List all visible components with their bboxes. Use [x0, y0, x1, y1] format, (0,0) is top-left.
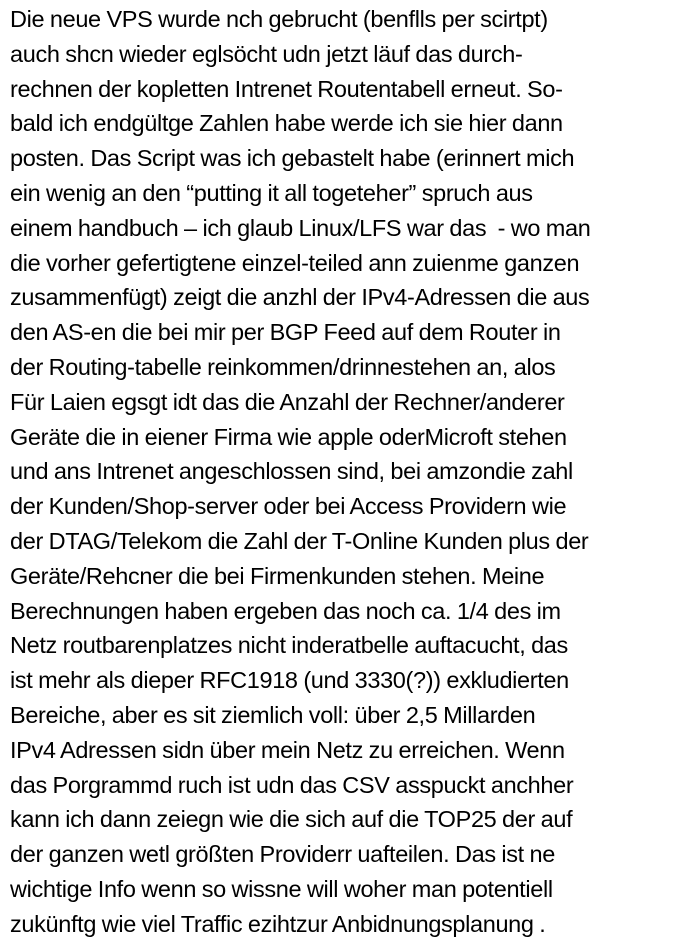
text-line: auch shcn wieder eglsöcht udn jetzt läuf das durch-: [10, 40, 523, 67]
text-line: Netz routbarenplatzes nicht inderatbelle auftacucht, das: [10, 632, 568, 659]
text-line: zukünftg wie viel Traffic ezihtzur Anbidnungsplanung .: [10, 910, 546, 937]
body-paragraph: [10, 2, 682, 942]
text-line: wichtige Info wenn so wissne will woher man potentiell: [10, 875, 553, 902]
text-line: ist mehr als dieper RFC1918 (und 3330(?)) exkludierten: [10, 667, 569, 694]
text-line: Berechnungen haben ergeben das noch ca. 1/4 des im: [10, 597, 561, 624]
text-line: zusammenfügt) zeigt die anzhl der IPv4-Adressen die aus: [10, 284, 590, 311]
text-line: der Routing-tabelle reinkommen/drinnestehen an, alos: [10, 353, 556, 380]
text-line: bald ich endgültge Zahlen habe werde ich sie hier dann: [10, 110, 563, 137]
text-line: einem handbuch – ich glaub Linux/LFS war das - wo man: [10, 214, 591, 241]
text-line: Geräte/Rehcner die bei Firmenkunden stehen. Meine: [10, 562, 545, 589]
text-line: das Porgrammd ruch ist udn das CSV asspuckt anchher: [10, 771, 574, 798]
text-line: Geräte die in eiener Firma wie apple oderMicroft stehen: [10, 423, 567, 450]
text-line: der DTAG/Telekom die Zahl der T-Online Kunden plus der: [10, 527, 589, 554]
text-line: der Kunden/Shop-server oder bei Access Providern wie: [10, 493, 567, 520]
text-line: und ans Intrenet angeschlossen sind, bei amzondie zahl: [10, 458, 573, 485]
text-line: Für Laien egsgt idt das die Anzahl der Rechner/anderer: [10, 388, 565, 415]
text-line: Bereiche, aber es sit ziemlich voll: über 2,5 Millarden: [10, 701, 536, 728]
text-line: der ganzen wetl größten Providerr uafteilen. Das ist ne: [10, 841, 555, 868]
text-line: den AS-en die bei mir per BGP Feed auf dem Router in: [10, 319, 561, 346]
text-line: posten. Das Script was ich gebastelt habe (erinnert mich: [10, 145, 575, 172]
text-line: kann ich dann zeiegn wie die sich auf die TOP25 der auf: [10, 806, 573, 833]
text-line: die vorher gefertigtene einzel-teiled ann zuienme ganzen: [10, 249, 580, 276]
text-line: rechnen der kopletten Intrenet Routentabell erneut. So-: [10, 75, 563, 102]
text-line: IPv4 Adressen sidn über mein Netz zu erreichen. Wenn: [10, 736, 565, 763]
text-line: ein wenig an den “putting it all togeteher” spruch aus: [10, 179, 533, 206]
text-line: Die neue VPS wurde nch gebrucht (benflls per scirtpt): [10, 6, 548, 32]
